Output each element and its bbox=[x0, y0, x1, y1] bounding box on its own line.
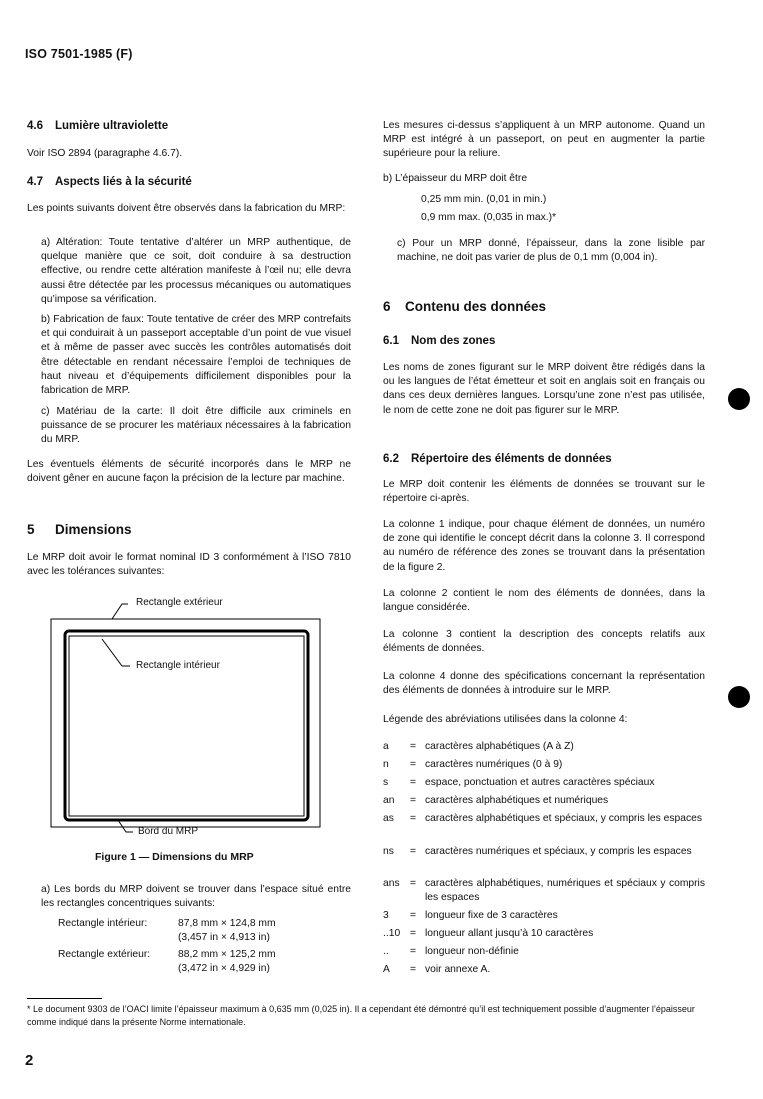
item-c-card-material: c) Matériau de la carte: Il doit être difficile aux criminels en puissance de se procurer les matériaux nécessaires à la fabrication du MRP. bbox=[41, 406, 351, 446]
item-b-counterfeit: b) Fabrication de faux: Toute tentative de créer des MRP contrefaits et qui conduirait à un passeport acceptable d’un point de vue visuel et à même de passer avec succès les contrôles automatisés doit être détectable en rendant nécessaire l’emploi de techniques de haut niveau et d’équipements difficilement disponibles pour la fabrication de MRP. bbox=[41, 314, 351, 397]
section-number: 5 bbox=[27, 522, 35, 537]
section-title: Répertoire des éléments de données bbox=[411, 453, 612, 465]
section-6-1-heading bbox=[383, 334, 705, 349]
section-6-2-p5: La colonne 4 donne des spécifications concernant la représentation des éléments de données à introduire sur le MRP. bbox=[383, 671, 705, 697]
footnote-rule bbox=[27, 998, 102, 999]
legend-value: caractères numériques et spéciaux, y compris les espaces bbox=[425, 846, 692, 857]
section-number: 6.1 bbox=[383, 335, 399, 347]
legend-key: .. bbox=[383, 946, 389, 957]
legend-value: longueur allant jusqu’à 10 caractères bbox=[425, 928, 594, 939]
tolerance-outer-in: (3,472 in × 4,929 in) bbox=[178, 963, 270, 974]
legend-key: n bbox=[383, 759, 389, 770]
section-title: Contenu des données bbox=[405, 299, 547, 314]
legend-key: a bbox=[383, 741, 389, 752]
inner-leader-line bbox=[102, 639, 130, 666]
legend-value: longueur fixe de 3 caractères bbox=[425, 910, 558, 921]
section-4-7-heading bbox=[27, 175, 351, 190]
legend-value: voir annexe A. bbox=[425, 964, 491, 975]
margin-marker-dot bbox=[728, 686, 750, 708]
edge-leader-line bbox=[118, 820, 133, 832]
thickness-max: 0,9 mm max. (0,035 in max.)* bbox=[421, 212, 557, 223]
legend-equals: = bbox=[410, 878, 417, 889]
section-title: Aspects liés à la sécurité bbox=[55, 176, 192, 188]
section-4-6-heading bbox=[27, 119, 351, 134]
legend-equals: = bbox=[410, 759, 417, 770]
section-title: Nom des zones bbox=[411, 335, 496, 347]
figure-caption: Figure 1 — Dimensions du MRP bbox=[95, 851, 254, 863]
thickness-min: 0,25 mm min. (0,01 in min.) bbox=[421, 194, 547, 205]
item-a-alteration: a) Altération: Toute tentative d’altérer un MRP authentique, de quelque manière que ce soit, doit conduire à sa destruction effective, ou rendre cette altération manifeste à l’œil nu; elle devra aussi être détectée par les processus mécaniques ou automatiques qu’impose sa vérification. bbox=[41, 237, 351, 305]
legend-key: ans bbox=[383, 878, 400, 889]
item-b-thickness: b) L’épaisseur du MRP doit être bbox=[383, 173, 528, 184]
section-title: Lumière ultraviolette bbox=[55, 120, 169, 132]
section-4-7-intro: Les points suivants doivent être observés dans la fabrication du MRP: bbox=[27, 203, 346, 214]
outer-rectangle bbox=[51, 619, 320, 827]
item-c-thickness-variation: c) Pour un MRP donné, l’épaisseur, dans la zone lisible par machine, ne doit pas varier de plus de 0,1 mm (0,004 in). bbox=[397, 238, 705, 264]
legend-value: caractères alphabétiques et spéciaux, y compris les espaces bbox=[425, 813, 703, 824]
legend-key: an bbox=[383, 795, 395, 806]
legend-value: caractères alphabétiques, numériques et spéciaux y compris les espaces bbox=[425, 878, 705, 903]
legend-equals: = bbox=[410, 741, 417, 752]
section-5-heading bbox=[27, 523, 351, 539]
figure-1-diagram bbox=[50, 592, 340, 842]
legend-title: Légende des abréviations utilisées dans la colonne 4: bbox=[383, 714, 628, 725]
legend-equals: = bbox=[410, 795, 417, 806]
legend-equals: = bbox=[410, 964, 417, 975]
section-5-body: Le MRP doit avoir le format nominal ID 3 conformément à l’ISO 7810 avec les tolérances suivantes: bbox=[27, 552, 351, 578]
section-4-6-body: Voir ISO 2894 (paragraphe 4.6.7). bbox=[27, 148, 183, 159]
section-6-heading bbox=[383, 300, 705, 316]
section-5-item-a: a) Les bords du MRP doivent se trouver dans l’espace situé entre les rectangles concentriques suivants: bbox=[41, 884, 351, 910]
section-number: 6.2 bbox=[383, 453, 399, 465]
legend-key: 3 bbox=[383, 910, 389, 921]
section-title: Dimensions bbox=[55, 522, 132, 537]
legend-key: as bbox=[383, 813, 394, 824]
section-6-2-p1: Le MRP doit contenir les éléments de données se trouvant sur le répertoire ci-après. bbox=[383, 479, 705, 505]
legend-equals: = bbox=[410, 928, 417, 939]
legend-equals: = bbox=[410, 777, 417, 788]
legend-value: caractères alphabétiques (A à Z) bbox=[425, 741, 574, 752]
legend-equals: = bbox=[410, 813, 417, 824]
tolerance-outer-label: Rectangle extérieur: bbox=[58, 949, 151, 960]
section-number: 4.7 bbox=[27, 176, 43, 188]
page-number: 2 bbox=[25, 1052, 34, 1069]
figure-label-edge: Bord du MRP bbox=[138, 826, 199, 837]
legend-key: ns bbox=[383, 846, 394, 857]
section-number: 6 bbox=[383, 299, 391, 314]
tolerance-inner-mm: 87,8 mm × 124,8 mm bbox=[178, 918, 276, 929]
legend-key: s bbox=[383, 777, 389, 788]
legend-equals: = bbox=[410, 946, 417, 957]
figure-label-inner: Rectangle intérieur bbox=[136, 660, 220, 671]
figure-label-outer: Rectangle extérieur bbox=[136, 597, 223, 608]
section-6-2-p4: La colonne 3 contient la description des concepts relatifs aux éléments de données. bbox=[383, 629, 705, 655]
legend-equals: = bbox=[410, 846, 417, 857]
paragraph-standalone-mrp: Les mesures ci-dessus s’appliquent à un MRP autonome. Quand un MRP est intégré à un passeport, on peut en augmenter la partie supérieure pour la reliure. bbox=[383, 120, 705, 160]
legend-value: caractères numériques (0 à 9) bbox=[425, 759, 563, 770]
legend-value: caractères alphabétiques et numériques bbox=[425, 795, 609, 806]
section-6-1-body: Les noms de zones figurant sur le MRP doivent être rédigés dans la ou les langues de l’état émetteur et soit en anglais soit en français ou dans ces deux dernières langues. Lorsqu’une zone n’est pas utilisée, le nom de cette zone ne doit pas figurer sur le MRP. bbox=[383, 362, 705, 416]
legend-value: espace, ponctuation et autres caractères spéciaux bbox=[425, 777, 655, 788]
section-6-2-p2: La colonne 1 indique, pour chaque élément de données, un numéro de zone qui identifie le concept décrit dans la colonne 3. Il correspond au numéro de référence des zones se trouvant dans la présentation de la figure 2. bbox=[383, 519, 705, 573]
legend-value: longueur non-définie bbox=[425, 946, 519, 957]
section-6-2-heading bbox=[383, 452, 705, 467]
footnote: * Le document 9303 de l’OACI limite l’épaisseur maximum à 0,635 mm (0,025 in). Il a cependant été démontré qu’il est techniquement possible d’augmenter l’épaisseur comme indiqué dans la présente Norme internationale. bbox=[27, 1004, 695, 1027]
section-4-7-closing: Les éventuels éléments de sécurité incorporés dans le MRP ne doivent gêner en aucune façon la précision de la lecture par machine. bbox=[27, 459, 351, 485]
document-header: ISO 7501-1985 (F) bbox=[25, 47, 133, 61]
margin-marker-dot bbox=[728, 388, 750, 410]
outer-leader-line bbox=[112, 604, 128, 619]
tolerance-inner-label: Rectangle intérieur: bbox=[58, 918, 148, 929]
legend-key: ..10 bbox=[383, 928, 401, 939]
legend-equals: = bbox=[410, 910, 417, 921]
tolerance-inner-in: (3,457 in × 4,913 in) bbox=[178, 932, 270, 943]
section-6-2-p3: La colonne 2 contient le nom des éléments de données, dans la langue considérée. bbox=[383, 588, 705, 614]
tolerance-outer-mm: 88,2 mm × 125,2 mm bbox=[178, 949, 276, 960]
legend-key: A bbox=[383, 964, 390, 975]
section-number: 4.6 bbox=[27, 120, 43, 132]
